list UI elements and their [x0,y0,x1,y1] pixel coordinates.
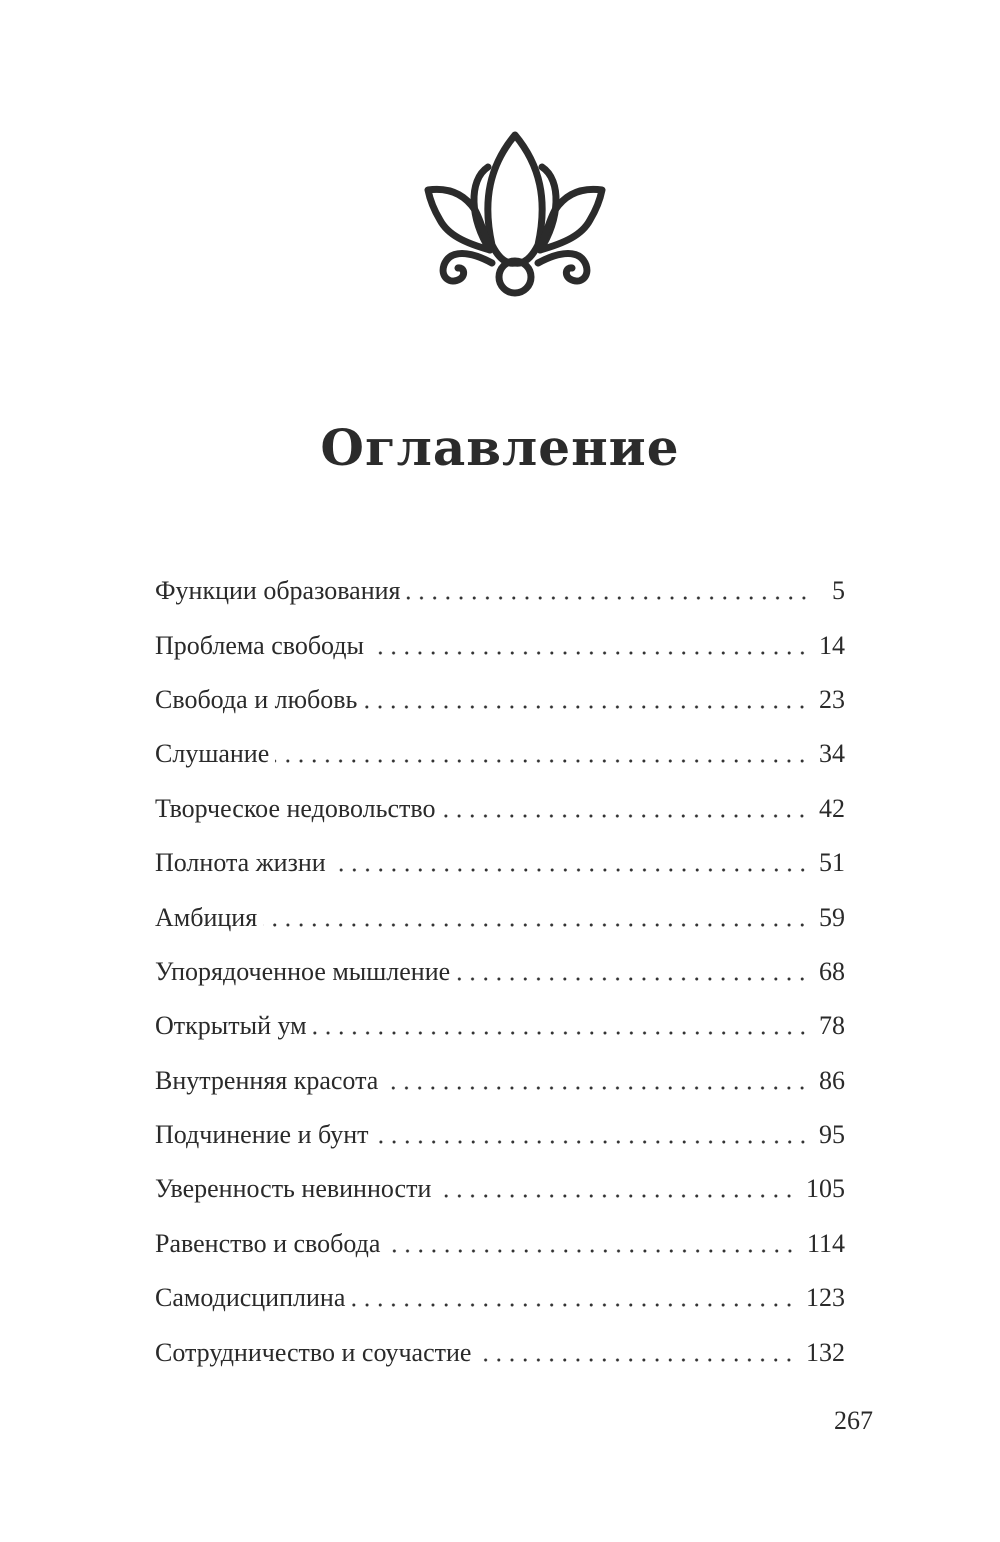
toc-entry-page: 51 [819,848,845,878]
dot-leader [370,636,809,656]
toc-entry-page: 132 [806,1337,845,1367]
toc-entry [155,1054,845,1108]
toc-entry-page: 42 [819,793,845,823]
dot-leader [477,1343,796,1363]
dot-leader [351,1288,796,1308]
dot-leader [456,962,809,982]
toc-entry [155,1217,845,1271]
toc-entry [155,782,845,836]
toc-entry-page: 86 [819,1065,845,1095]
toc-entry-title: Уверенность невинности [155,1174,432,1204]
page-title: Оглавление [320,418,680,477]
toc-entry [155,1325,845,1379]
toc-entry-title: Творческое недовольство [155,793,436,823]
toc-entry-title: Подчинение и бунт [155,1120,369,1150]
page-number: 267 [834,1406,873,1435]
toc-entry-page: 78 [819,1011,845,1041]
toc-entry-title: Функции образования [155,576,401,606]
toc-entry [155,999,845,1053]
toc-entry-page: 68 [819,956,845,986]
toc-entry-page: 59 [819,902,845,932]
dot-leader [375,1125,810,1145]
dot-leader [275,744,809,764]
toc-entry [155,1108,845,1162]
toc-entry [155,1271,845,1325]
toc-entry-page: 123 [806,1283,845,1313]
toc-entry-title: Внутренняя красота [155,1065,379,1095]
toc-entry [155,673,845,727]
table-of-contents [155,564,845,1380]
toc-entry [155,836,845,890]
toc-entry-title: Самодисциплина [155,1283,346,1313]
dot-leader [441,799,809,819]
dot-leader [406,581,811,601]
toc-entry [155,945,845,999]
toc-entry-page: 114 [806,1228,845,1258]
dot-leader [263,908,809,928]
toc-entry-page: 5 [832,576,845,606]
toc-entry-title: Сотрудничество и соучастие [155,1337,472,1367]
toc-entry [155,727,845,781]
dot-leader [386,1234,797,1254]
dot-leader [332,853,809,873]
toc-entry-page: 105 [806,1174,845,1204]
dot-leader [437,1179,796,1199]
toc-entry-title: Упорядоченное мышление [155,956,451,986]
toc-entry-page: 14 [819,630,845,660]
toc-entry-page: 23 [819,684,845,714]
dot-leader [363,690,809,710]
dot-leader [384,1071,809,1091]
toc-entry-title: Открытый ум [155,1011,307,1041]
toc-entry-title: Амбиция [155,902,258,932]
toc-entry-title: Равенство и свобода [155,1228,381,1258]
toc-entry-title: Слушание [155,739,270,769]
toc-entry [155,618,845,672]
dot-leader [313,1016,809,1036]
toc-entry-title: Свобода и любовь [155,684,358,714]
toc-entry [155,890,845,944]
toc-entry-page: 95 [819,1120,845,1150]
toc-entry [155,564,845,618]
toc-entry [155,1162,845,1216]
toc-entry-title: Полнота жизни [155,848,326,878]
toc-entry-page: 34 [819,739,845,769]
lotus-icon [420,125,610,305]
toc-entry-title: Проблема свободы [155,630,365,660]
